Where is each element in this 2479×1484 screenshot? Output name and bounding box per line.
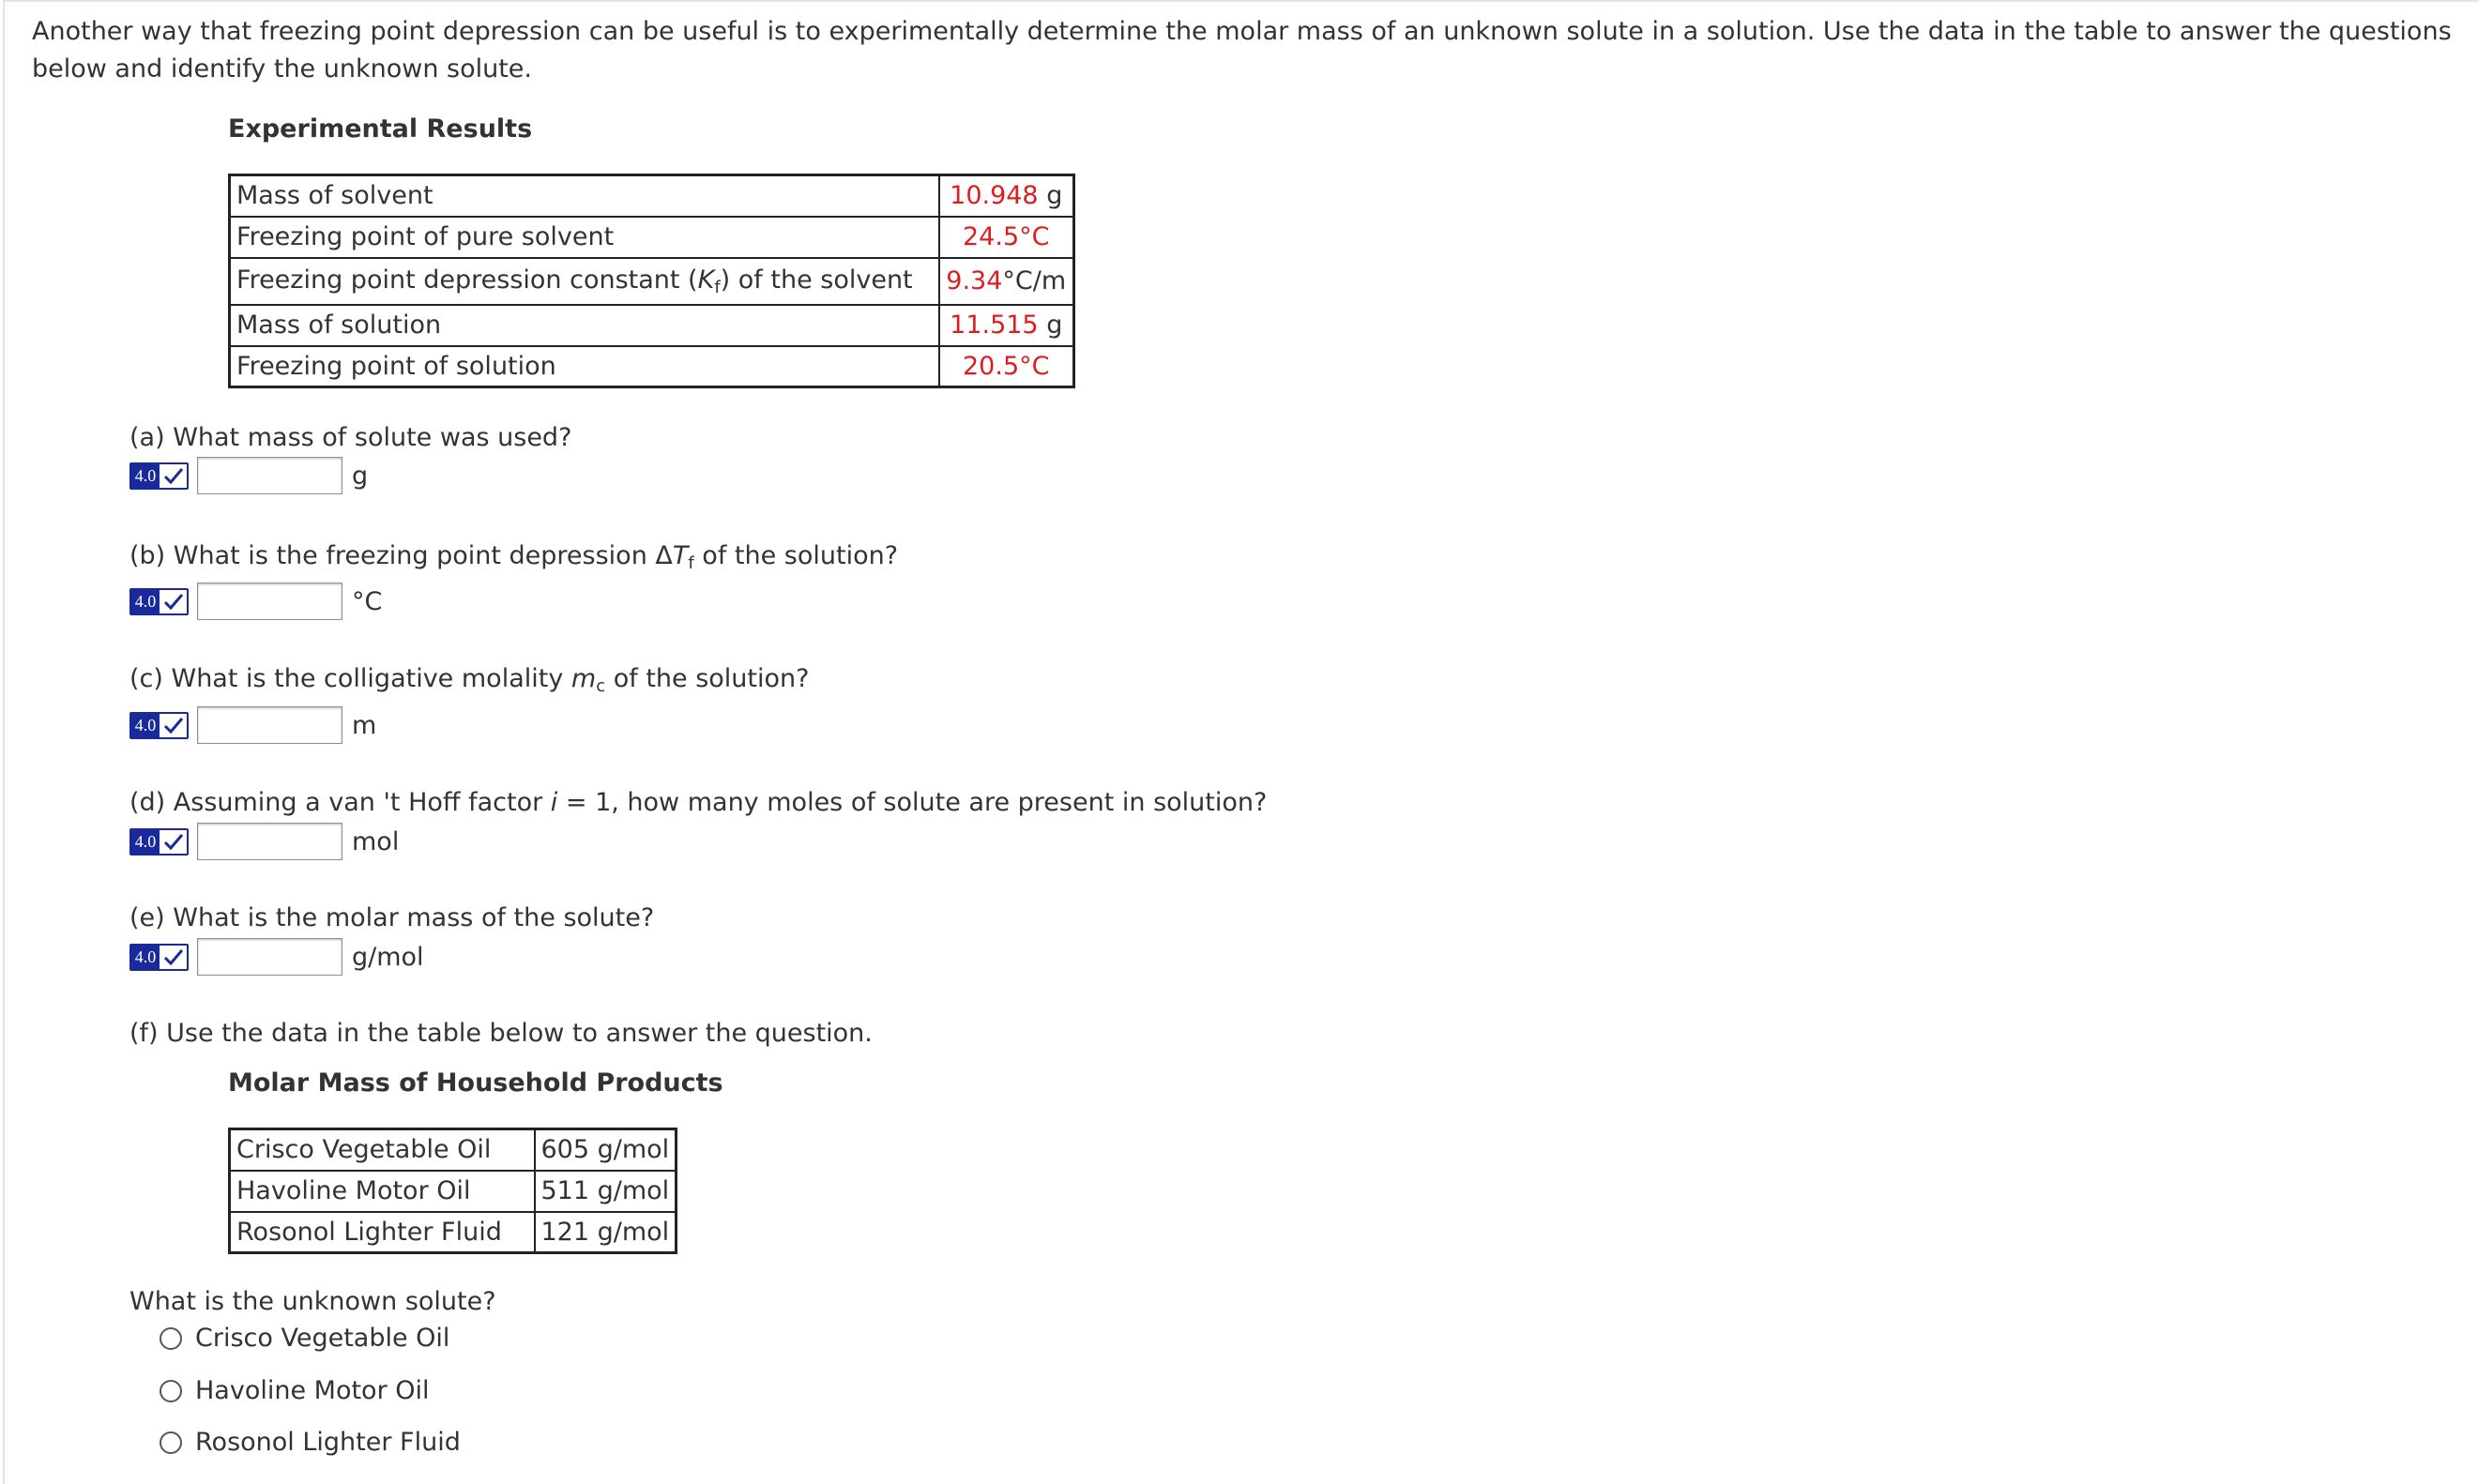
row-value: 10.948 g (939, 175, 1074, 217)
unit-label: °C (352, 586, 383, 616)
row-value: 11.515 g (939, 305, 1074, 346)
intro-text: Another way that freezing point depression can be useful is to experimentally determine the molar mass of an unknown solute in a solution. Use the data in the table to answer the questions below and identify the unknown solute. (32, 17, 2452, 83)
points-badge: 4.0 (129, 712, 189, 739)
table-row (230, 305, 1074, 346)
table-row (230, 258, 1074, 305)
product-name: Havoline Motor Oil (230, 1171, 535, 1212)
table-row (230, 346, 1074, 387)
mass-solute-input[interactable] (197, 457, 342, 494)
household-table-title: Molar Mass of Household Products (228, 1068, 723, 1098)
question-d: (d) Assuming a van 't Hoff factor i = 1, how many moles of solute are present in solution? (129, 788, 1268, 817)
product-mass: 121 g/mol (535, 1212, 677, 1253)
check-icon (160, 832, 187, 851)
row-label: Freezing point of pure solvent (230, 217, 939, 258)
moles-input[interactable] (197, 823, 342, 860)
check-icon (160, 947, 187, 966)
option-label: Rosonol Lighter Fluid (195, 1428, 461, 1457)
row-label: Freezing point of solution (230, 346, 939, 387)
row-value: 20.5°C (939, 346, 1074, 387)
question-c: (c) What is the colligative molality $m_c$ of the solution? (129, 664, 810, 696)
table-row (230, 175, 1074, 217)
table-row (230, 217, 1074, 258)
option-label: Crisco Vegetable Oil (195, 1324, 450, 1353)
points-badge: 4.0 (129, 944, 189, 971)
question-f: (f) Use the data in the table below to answer the question. (129, 1019, 873, 1048)
row-label: Freezing point depression constant $(K_f)$ of the solvent (230, 258, 939, 305)
unit-label: m (352, 710, 377, 740)
radio-button[interactable] (160, 1327, 182, 1350)
unit-label: mol (352, 826, 400, 856)
radio-button[interactable] (160, 1431, 182, 1454)
points-badge: 4.0 (129, 588, 189, 615)
check-icon (160, 592, 187, 611)
product-mass: 605 g/mol (535, 1129, 677, 1171)
molality-input[interactable] (197, 706, 342, 744)
check-icon (160, 466, 187, 485)
option-havoline[interactable] (160, 1376, 430, 1405)
product-name: Crisco Vegetable Oil (230, 1129, 535, 1171)
points-badge: 4.0 (129, 828, 189, 856)
molar-mass-input[interactable] (197, 938, 342, 976)
row-label: Mass of solution (230, 305, 939, 346)
experimental-results-title: Experimental Results (228, 114, 533, 144)
unit-label: g (352, 461, 369, 491)
row-value: 9.34°C/m (939, 258, 1074, 305)
table-row (230, 1129, 677, 1171)
answer-row-a (129, 457, 368, 494)
row-label: Mass of solvent (230, 175, 939, 217)
option-crisco[interactable] (160, 1324, 449, 1353)
question-a: (a) What mass of solute was used? (129, 423, 572, 452)
answer-row-d (129, 823, 399, 860)
answer-row-c (129, 706, 376, 744)
table-row (230, 1171, 677, 1212)
freezing-depression-input[interactable] (197, 583, 342, 620)
question-e: (e) What is the molar mass of the solute? (129, 903, 655, 932)
points-badge: 4.0 (129, 462, 189, 490)
answer-row-b (129, 583, 382, 620)
answer-row-e (129, 938, 424, 976)
radio-button[interactable] (160, 1380, 182, 1402)
unknown-prompt: What is the unknown solute? (129, 1287, 496, 1316)
household-table (228, 1128, 677, 1254)
question-b: (b) What is the freezing point depression $\Delta T_f$ of the solution? (129, 541, 899, 573)
product-name: Rosonol Lighter Fluid (230, 1212, 535, 1253)
table-row (230, 1212, 677, 1253)
unit-label: g/mol (352, 942, 424, 972)
row-value: 24.5°C (939, 217, 1074, 258)
product-mass: 511 g/mol (535, 1171, 677, 1212)
experimental-results-table (228, 174, 1075, 388)
check-icon (160, 716, 187, 734)
option-rosonol[interactable] (160, 1428, 461, 1457)
option-label: Havoline Motor Oil (195, 1376, 430, 1405)
